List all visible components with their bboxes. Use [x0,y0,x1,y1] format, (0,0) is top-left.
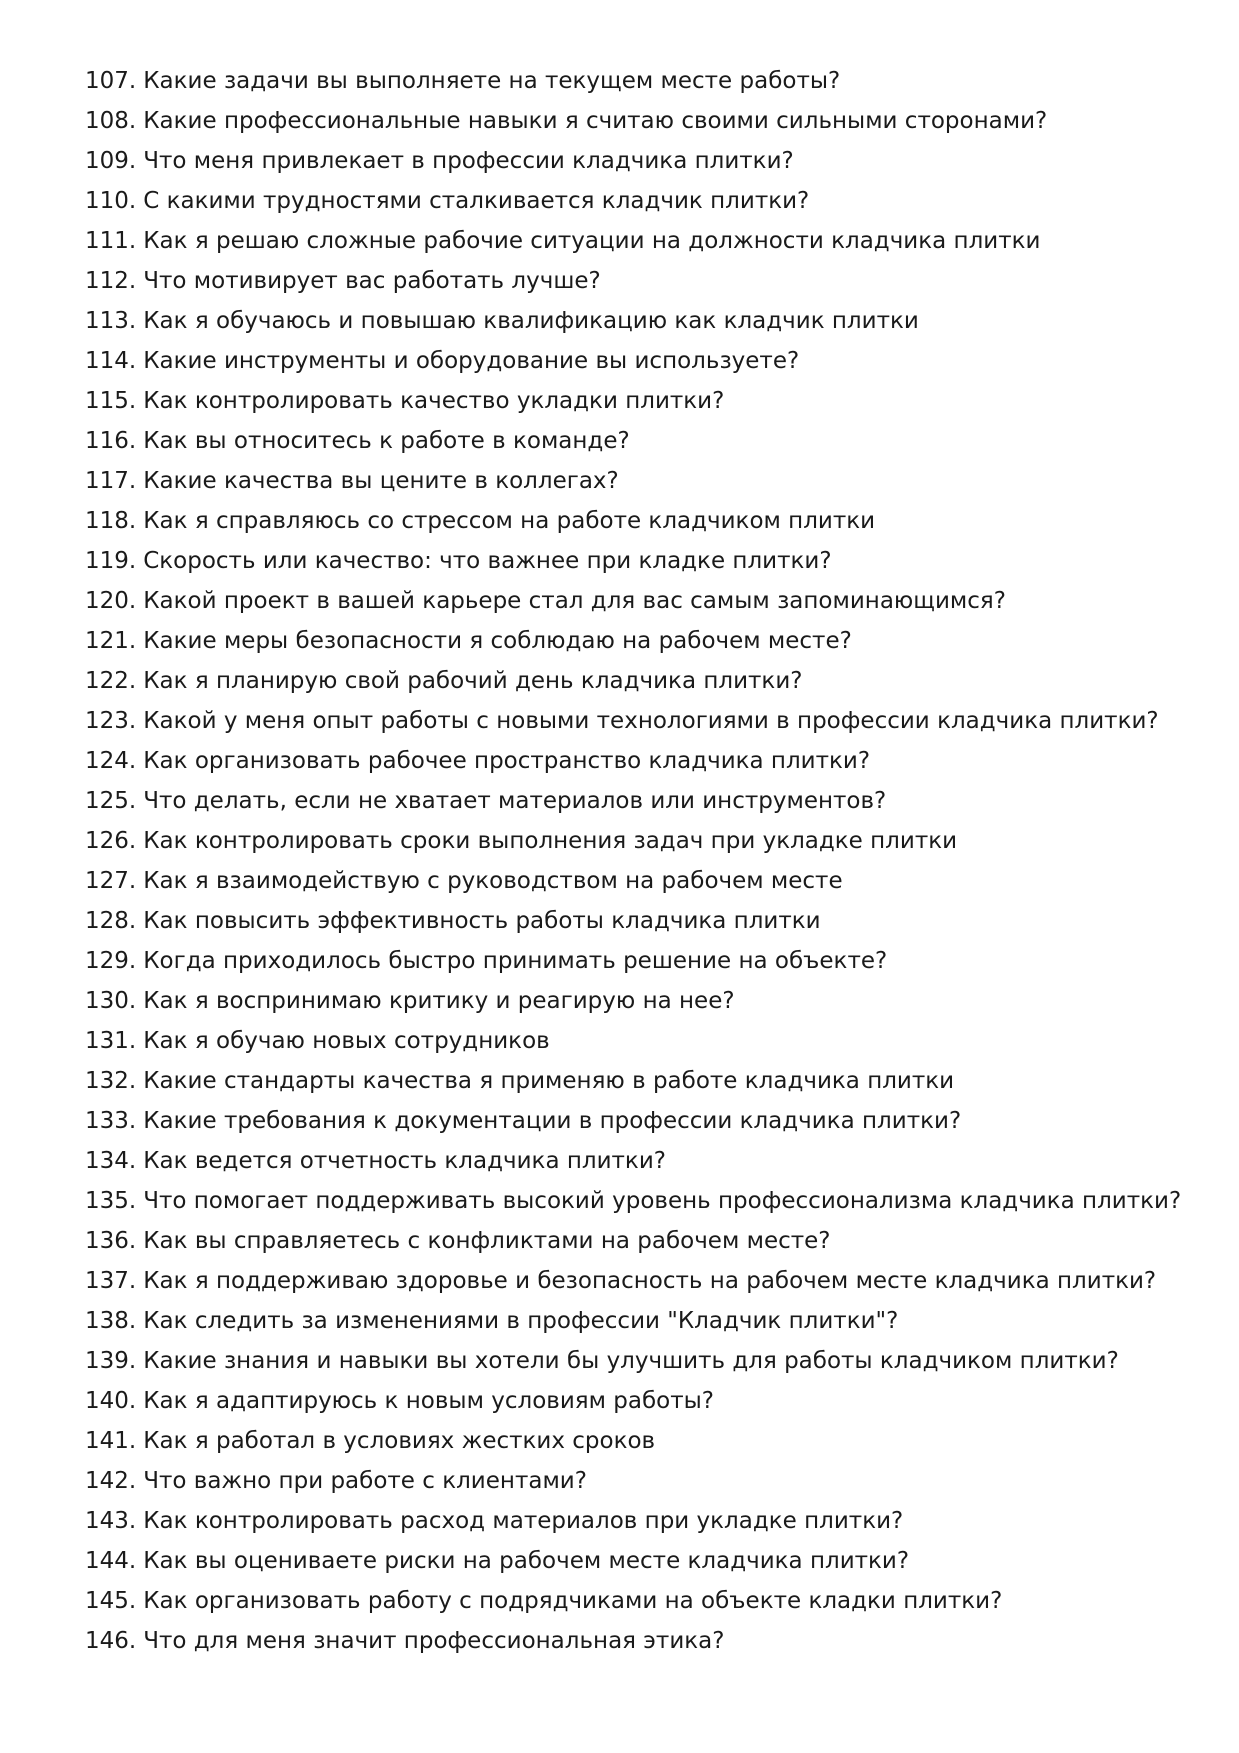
question-number: 107. [85,68,137,94]
question-number: 135. [85,1188,137,1214]
list-item [85,981,1185,1021]
question-number: 142. [85,1468,137,1494]
list-item [85,701,1185,741]
question-number: 139. [85,1348,137,1374]
question-number: 129. [85,948,137,974]
list-item [85,421,1185,461]
question-number: 130. [85,988,137,1014]
list-item [85,221,1185,261]
question-text: Как контролировать расход материалов при укладке плитки? [143,1508,904,1534]
question-text: Какие задачи вы выполняете на текущем месте работы? [143,68,841,94]
question-number: 140. [85,1388,137,1414]
question-text: Как организовать рабочее пространство кладчика плитки? [143,748,871,774]
question-number: 121. [85,628,137,654]
question-text: Как повысить эффективность работы кладчика плитки [143,908,821,934]
question-number: 141. [85,1428,137,1454]
question-text: Как я поддерживаю здоровье и безопасность на рабочем месте кладчика плитки? [143,1268,1157,1294]
question-text: Как я адаптируюсь к новым условиям работы? [143,1388,714,1414]
question-text: Как контролировать сроки выполнения задач при укладке плитки [143,828,958,854]
question-text: Какие качества вы цените в коллегах? [143,468,619,494]
question-text: Какие стандарты качества я применяю в работе кладчика плитки [143,1068,955,1094]
question-number: 122. [85,668,137,694]
list-item [85,461,1185,501]
list-item [85,381,1185,421]
question-text: Как организовать работу с подрядчиками на объекте кладки плитки? [143,1588,1003,1614]
list-item [85,1221,1185,1261]
question-text: Как контролировать качество укладки плитки? [143,388,725,414]
list-item [85,901,1185,941]
question-number: 119. [85,548,137,574]
list-item [85,141,1185,181]
question-number: 120. [85,588,137,614]
question-number: 113. [85,308,137,334]
question-text: Что для меня значит профессиональная этика? [143,1628,725,1654]
question-number: 145. [85,1588,137,1614]
question-text: Какие меры безопасности я соблюдаю на рабочем месте? [143,628,852,654]
question-text: Когда приходилось быстро принимать решение на объекте? [143,948,888,974]
question-text: Что помогает поддерживать высокий уровень профессионализма кладчика плитки? [143,1188,1182,1214]
question-text: Что важно при работе с клиентами? [143,1468,587,1494]
question-text: Как я обучаюсь и повышаю квалификацию как кладчик плитки [143,308,919,334]
list-item [85,1061,1185,1101]
list-item [85,1301,1185,1341]
list-item [85,101,1185,141]
question-number: 123. [85,708,137,734]
question-text: Какие знания и навыки вы хотели бы улучшить для работы кладчиком плитки? [143,1348,1119,1374]
question-number: 132. [85,1068,137,1094]
list-item [85,61,1185,101]
list-item [85,1181,1185,1221]
question-number: 137. [85,1268,137,1294]
list-item [85,1541,1185,1581]
question-text: Как я работал в условиях жестких сроков [143,1428,656,1454]
list-item [85,781,1185,821]
question-number: 126. [85,828,137,854]
list-item [85,1341,1185,1381]
question-list [85,61,1185,1661]
question-number: 128. [85,908,137,934]
question-text: Какой у меня опыт работы с новыми технологиями в профессии кладчика плитки? [143,708,1159,734]
question-text: Как я решаю сложные рабочие ситуации на должности кладчика плитки [143,228,1041,254]
list-item [85,581,1185,621]
question-text: Как я воспринимаю критику и реагирую на нее? [143,988,735,1014]
question-text: Как я планирую свой рабочий день кладчика плитки? [143,668,803,694]
question-number: 133. [85,1108,137,1134]
list-item [85,1461,1185,1501]
question-text: Как я справляюсь со стрессом на работе кладчиком плитки [143,508,876,534]
list-item [85,1141,1185,1181]
question-text: С какими трудностями сталкивается кладчик плитки? [143,188,810,214]
list-item [85,1421,1185,1461]
question-number: 118. [85,508,137,534]
list-item [85,261,1185,301]
list-item [85,1621,1185,1661]
question-text: Как я взаимодействую с руководством на рабочем месте [143,868,843,894]
question-number: 116. [85,428,137,454]
list-item [85,821,1185,861]
question-number: 134. [85,1148,137,1174]
list-item [85,541,1185,581]
list-item [85,501,1185,541]
question-text: Какие профессиональные навыки я считаю своими сильными сторонами? [143,108,1048,134]
list-item [85,941,1185,981]
question-text: Как следить за изменениями в профессии "Кладчик плитки"? [143,1308,899,1334]
question-number: 111. [85,228,137,254]
question-number: 146. [85,1628,137,1654]
question-number: 117. [85,468,137,494]
question-number: 124. [85,748,137,774]
list-item [85,1381,1185,1421]
question-number: 136. [85,1228,137,1254]
question-text: Как вы относитесь к работе в команде? [143,428,630,454]
question-number: 108. [85,108,137,134]
list-item [85,1501,1185,1541]
question-text: Как я обучаю новых сотрудников [143,1028,550,1054]
list-item [85,1101,1185,1141]
question-number: 131. [85,1028,137,1054]
question-number: 115. [85,388,137,414]
question-number: 138. [85,1308,137,1334]
question-number: 110. [85,188,137,214]
list-item [85,341,1185,381]
list-item [85,621,1185,661]
question-text: Что меня привлекает в профессии кладчика плитки? [143,148,794,174]
question-text: Какие инструменты и оборудование вы используете? [143,348,800,374]
question-text: Что мотивирует вас работать лучше? [143,268,601,294]
list-item [85,301,1185,341]
question-text: Как вы справляетесь с конфликтами на рабочем месте? [143,1228,831,1254]
question-text: Скорость или качество: что важнее при кладке плитки? [143,548,832,574]
question-text: Что делать, если не хватает материалов или инструментов? [143,788,887,814]
question-text: Как ведется отчетность кладчика плитки? [143,1148,666,1174]
question-number: 143. [85,1508,137,1534]
question-number: 127. [85,868,137,894]
question-number: 112. [85,268,137,294]
question-number: 144. [85,1548,137,1574]
question-text: Какой проект в вашей карьере стал для вас самым запоминающимся? [143,588,1006,614]
list-item [85,1581,1185,1621]
list-item [85,741,1185,781]
list-item [85,861,1185,901]
list-item [85,1261,1185,1301]
question-number: 114. [85,348,137,374]
question-number: 109. [85,148,137,174]
list-item [85,181,1185,221]
question-number: 125. [85,788,137,814]
list-item [85,1021,1185,1061]
question-text: Какие требования к документации в профессии кладчика плитки? [143,1108,962,1134]
question-text: Как вы оцениваете риски на рабочем месте кладчика плитки? [143,1548,910,1574]
list-item [85,661,1185,701]
